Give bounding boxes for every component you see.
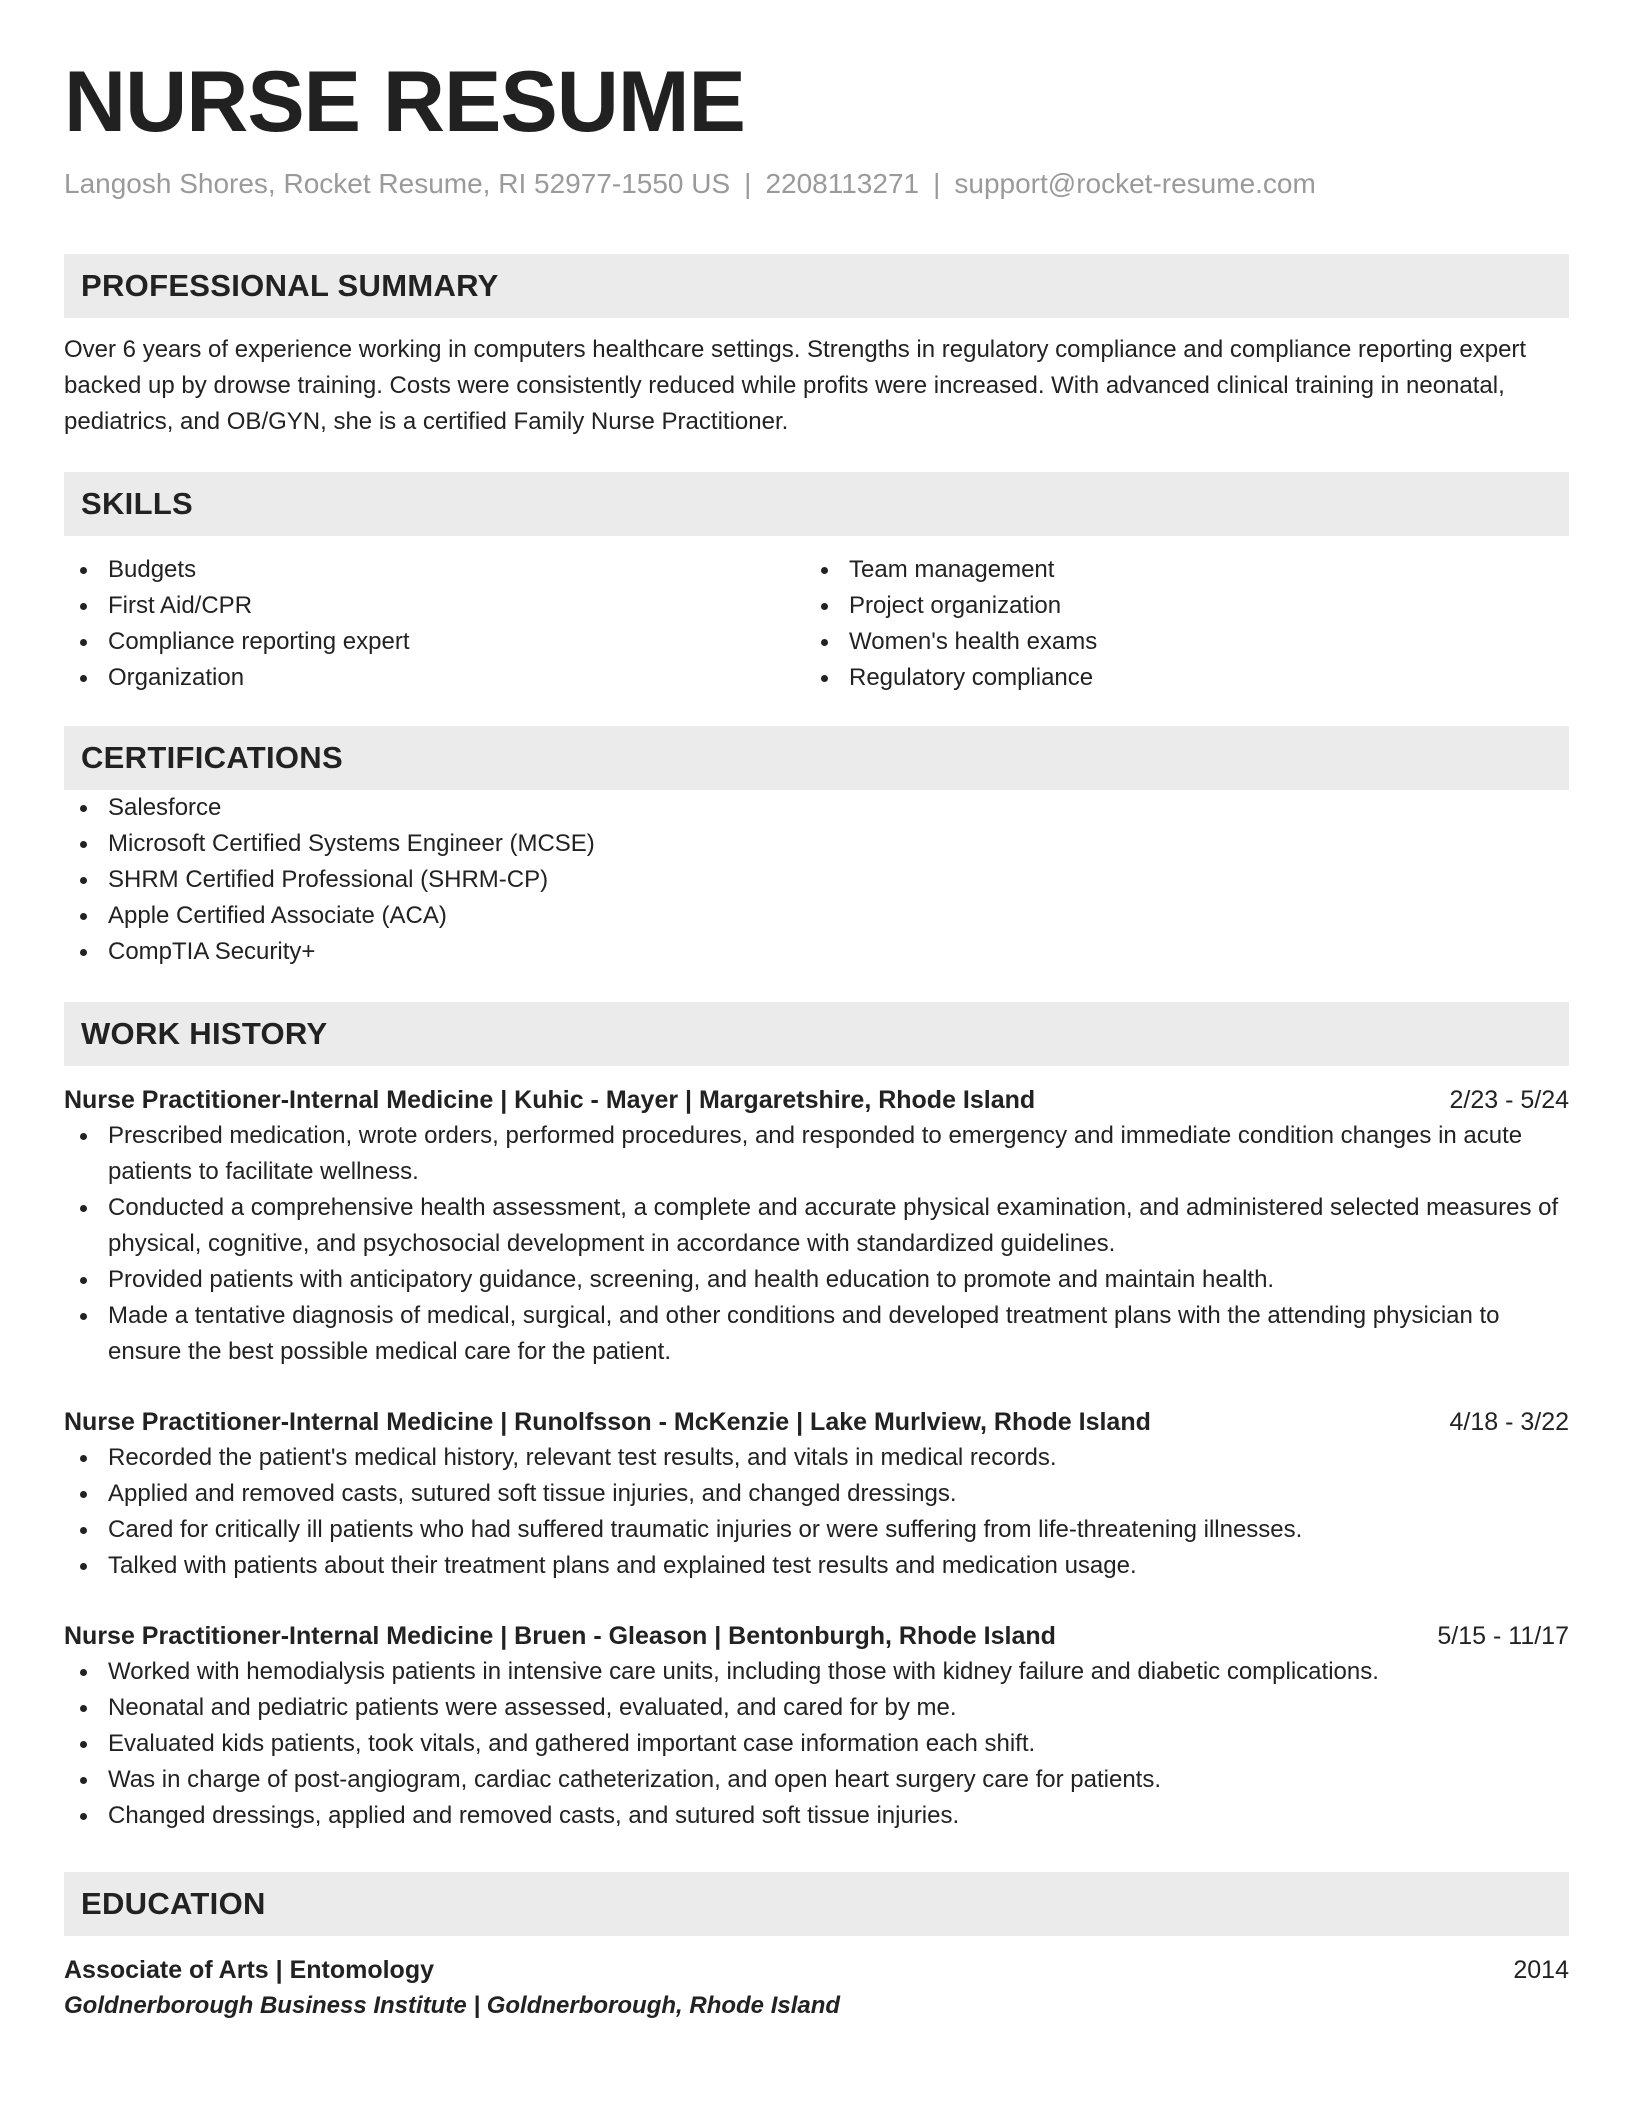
job-dates: 4/18 - 3/22 [1449, 1408, 1569, 1436]
contact-email: support@rocket-resume.com [954, 168, 1316, 199]
job-dates: 2/23 - 5/24 [1449, 1086, 1569, 1114]
skill-item: Project organization [805, 588, 1546, 624]
certification-item: Microsoft Certified Systems Engineer (MCSE) [64, 826, 1569, 862]
skill-item: Women's health exams [805, 624, 1546, 660]
job-bullet: Made a tentative diagnosis of medical, surgical, and other conditions and developed treatment plans with the attending physician to ensure the best possible medical care for the patient. [64, 1298, 1569, 1370]
skills-column-left [64, 552, 805, 696]
job-bullet: Recorded the patient's medical history, relevant test results, and vitals in medical records. [64, 1440, 1569, 1476]
contact-separator: | [933, 168, 941, 199]
job-bullet: Worked with hemodialysis patients in intensive care units, including those with kidney failure and diabetic complications. [64, 1654, 1569, 1690]
skills-column-right [805, 552, 1546, 696]
skill-item: Budgets [64, 552, 805, 588]
contact-phone: 2208113271 [765, 168, 920, 199]
education-degree: Associate of Arts | Entomology [64, 1956, 435, 1984]
section-heading-certifications: CERTIFICATIONS [64, 726, 1569, 790]
skills-list [64, 552, 1569, 696]
job-dates: 5/15 - 11/17 [1437, 1622, 1569, 1650]
skill-item: Regulatory compliance [805, 660, 1546, 696]
contact-address: Langosh Shores, Rocket Resume, RI 52977-1550 US [64, 168, 731, 199]
job-header [64, 1404, 1569, 1440]
job-bullet: Provided patients with anticipatory guidance, screening, and health education to promote and maintain health. [64, 1262, 1569, 1298]
job-header [64, 1082, 1569, 1118]
job-title: Nurse Practitioner-Internal Medicine | Runolfsson - McKenzie | Lake Murlview, Rhode Island [64, 1408, 1151, 1436]
skill-item: Team management [805, 552, 1546, 588]
job-bullet: Talked with patients about their treatment plans and explained test results and medication usage. [64, 1548, 1569, 1584]
job-bullet: Conducted a comprehensive health assessment, a complete and accurate physical examination, and administered selected measures of physical, cognitive, and psychosocial development in accordance with standardized guidelines. [64, 1190, 1569, 1262]
section-heading-education: EDUCATION [64, 1872, 1569, 1936]
job-bullet: Applied and removed casts, sutured soft tissue injuries, and changed dressings. [64, 1476, 1569, 1512]
job-bullet: Neonatal and pediatric patients were assessed, evaluated, and cared for by me. [64, 1690, 1569, 1726]
contact-separator: | [744, 168, 752, 199]
section-heading-skills: SKILLS [64, 472, 1569, 536]
job-title: Nurse Practitioner-Internal Medicine | Kuhic - Mayer | Margaretshire, Rhode Island [64, 1086, 1036, 1114]
job-entry [64, 1618, 1569, 1834]
job-title: Nurse Practitioner-Internal Medicine | Bruen - Gleason | Bentonburgh, Rhode Island [64, 1622, 1056, 1650]
job-bullets [64, 1654, 1569, 1834]
job-bullet: Evaluated kids patients, took vitals, and gathered important case information each shift. [64, 1726, 1569, 1762]
job-bullet: Changed dressings, applied and removed casts, and sutured soft tissue injuries. [64, 1798, 1569, 1834]
education-school: Goldnerborough Business Institute | Goldnerborough, Rhode Island [64, 1992, 841, 2019]
summary-text: Over 6 years of experience working in computers healthcare settings. Strengths in regulatory compliance and compliance reporting expert backed up by drowse training. Costs were consistently reduced while profits were increased. With advanced clinical training in neonatal, pediatrics, and OB/GYN, she is a certified Family Nurse Practitioner. [64, 336, 1527, 435]
resume-title: NURSE RESUME [64, 54, 745, 150]
job-entry [64, 1082, 1569, 1370]
education-year: 2014 [1513, 1956, 1569, 1984]
skill-item: First Aid/CPR [64, 588, 805, 624]
skill-item: Organization [64, 660, 805, 696]
contact-line [64, 164, 1569, 204]
job-bullet: Prescribed medication, wrote orders, performed procedures, and responded to emergency and immediate condition changes in acute patients to facilitate wellness. [64, 1118, 1569, 1190]
job-bullets [64, 1440, 1569, 1584]
job-bullet: Cared for critically ill patients who had suffered traumatic injuries or were suffering from life-threatening illnesses. [64, 1512, 1569, 1548]
job-header [64, 1618, 1569, 1654]
job-bullets [64, 1118, 1569, 1370]
skill-item: Compliance reporting expert [64, 624, 805, 660]
education-header [64, 1952, 1569, 1988]
certifications-list [64, 790, 1569, 970]
job-bullet: Was in charge of post-angiogram, cardiac catheterization, and open heart surgery care for patients. [64, 1762, 1569, 1798]
certification-item: SHRM Certified Professional (SHRM-CP) [64, 862, 1569, 898]
section-heading-work-history: WORK HISTORY [64, 1002, 1569, 1066]
certification-item: Salesforce [64, 790, 1569, 826]
certification-item: CompTIA Security+ [64, 934, 1569, 970]
job-entry [64, 1404, 1569, 1584]
certification-item: Apple Certified Associate (ACA) [64, 898, 1569, 934]
section-heading-summary: PROFESSIONAL SUMMARY [64, 254, 1569, 318]
